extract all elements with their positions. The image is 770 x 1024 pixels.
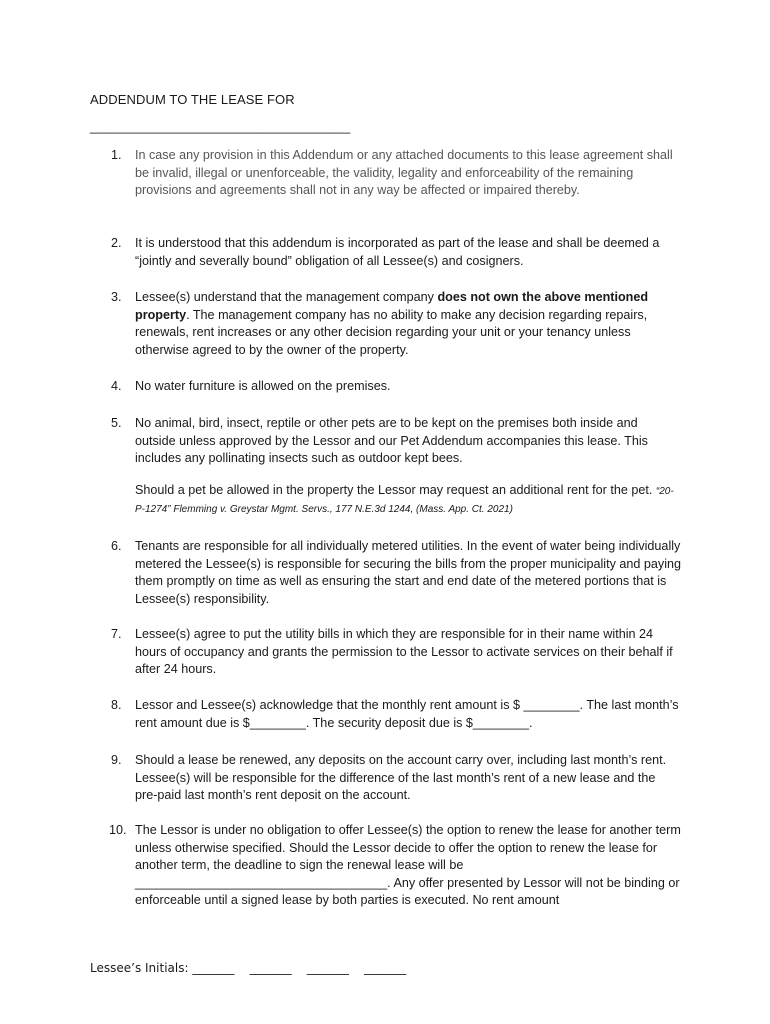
clause-5 (111, 415, 681, 519)
clause-number: 5. (111, 416, 122, 430)
clause-text: No water furniture is allowed on the premises. (135, 379, 391, 393)
clause-4 (111, 378, 681, 396)
clause-text-start: Lessee(s) understand that the management company (135, 290, 438, 304)
clause-pet-rent (135, 482, 681, 519)
clause-text (135, 289, 681, 359)
clause-number: 7. (111, 627, 122, 641)
clause-3 (111, 289, 681, 359)
clause-2 (111, 235, 681, 270)
clause-1 (111, 147, 681, 200)
lessee-initials-line: Lessee’s Initials: _______ _______ _______ _______ (90, 961, 407, 975)
clause-text: Tenants are responsible for all individually metered utilities. In the event of water being individually metered the Lessee(s) is responsible for securing the bills from the proper municipality and paying them promptly on time as well as ensuring the start and end date of the metered portions that is Lessee(s) responsibility. (135, 539, 682, 606)
clause-7 (111, 626, 681, 679)
clause-text: Lessee(s) agree to put the utility bills in which they are responsible for in their name within 24 hours of occupancy and grants the permission to the Lessor to activate services on their behalf if after 24 hours. (135, 627, 673, 676)
clause-number: 10. (109, 823, 127, 837)
title-blank-line: ____________________________________ (90, 119, 351, 134)
clause-text-end: . The management company has no ability to make any decision regarding repairs, renewals, rent increases or any other decision regarding your unit or your tenancy unless otherwise agreed to by the owner of the property. (135, 307, 648, 357)
clause-number: 6. (111, 539, 122, 553)
clause-8 (111, 697, 681, 732)
clause-number: 2. (111, 236, 122, 250)
clause-text: No animal, bird, insect, reptile or other pets are to be kept on the premises both inside and outside unless approved by the Lessor and our Pet Addendum accompanies this lease. This includes any pollinating insects such as outdoor kept bees. (135, 416, 648, 465)
document-title: ADDENDUM TO THE LEASE FOR (90, 92, 295, 107)
clause-text-bold: does not own the above mentioned property (135, 290, 649, 322)
clause-9 (111, 752, 681, 805)
clause-number: 4. (111, 379, 122, 393)
clause-text: Should a lease be renewed, any deposits on the account carry over, including last month’s rent. Lessee(s) will be responsible for the difference of the last month’s rent of a new lease and the pre-paid last month’s rent deposit on the account. (135, 753, 667, 802)
clause-text: The Lessor is under no obligation to offer Lessee(s) the option to renew the lease for another term unless otherwise specified. Should the Lessor decide to offer the option to renew the lease for another term, the deadline to sign the renewal lease will be ____________________________________. Any offer presented by Lessor will not be binding or enforceable until a signed lease by both parties is executed. No rent amount (135, 823, 681, 907)
clause-text: Lessor and Lessee(s) acknowledge that the monthly rent amount is $ ________. The last month’s rent amount due is $________. The security deposit due is $________. (135, 698, 679, 730)
clause-text: It is understood that this addendum is incorporated as part of the lease and shall be deemed a “jointly and severally bound” obligation of all Lessee(s) and cosigners. (135, 236, 660, 268)
case-citation: “20-P-1274” Flemming v. Greystar Mgmt. Servs., 177 N.E.3d 1244, (Mass. App. Ct. 2021) (135, 485, 674, 515)
clause-6 (111, 538, 681, 608)
clause-number: 8. (111, 698, 122, 712)
clause-10 (111, 822, 681, 910)
clause-number: 3. (111, 290, 122, 304)
clause-text: In case any provision in this Addendum or any attached documents to this lease agreement shall be invalid, illegal or unenforceable, the validity, legality and enforceability of the remaining provisions and agreements shall not in any way be affected or impaired thereby. (135, 148, 673, 197)
clause-number: 1. (111, 148, 122, 162)
pet-rent-text: Should a pet be allowed in the property the Lessor may request an additional rent for the pet. (135, 482, 653, 497)
clause-number: 9. (111, 753, 122, 767)
